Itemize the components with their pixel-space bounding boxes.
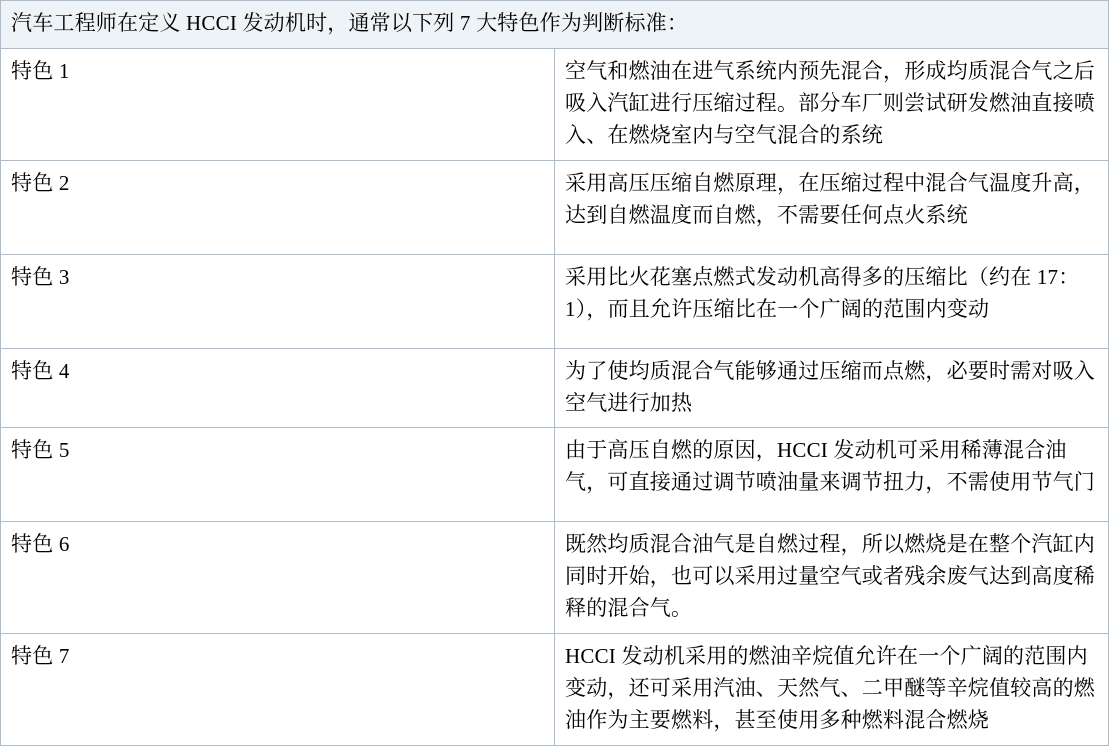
table-row (1, 348, 1109, 428)
feature-label: 特色 3 (1, 254, 555, 348)
feature-text: 既然均质混合油气是自燃过程，所以燃烧是在整个汽缸内同时开始，也可以采用过量空气或者残余废气达到高度稀释的混合气。 (555, 522, 1109, 634)
feature-label: 特色 4 (1, 348, 555, 428)
table-row (1, 160, 1109, 254)
table-body (1, 1, 1109, 746)
feature-label: 特色 5 (1, 428, 555, 522)
feature-text: 采用高压压缩自燃原理，在压缩过程中混合气温度升高，达到自燃温度而自燃，不需要任何点火系统 (555, 160, 1109, 254)
feature-text: HCCI 发动机采用的燃油辛烷值允许在一个广阔的范围内变动，还可采用汽油、天然气、二甲醚等辛烷值较高的燃油作为主要燃料，甚至使用多种燃料混合燃烧 (555, 634, 1109, 746)
table-row (1, 522, 1109, 634)
feature-text: 空气和燃油在进气系统内预先混合，形成均质混合气之后吸入汽缸进行压缩过程。部分车厂则尝试研发燃油直接喷入、在燃烧室内与空气混合的系统 (555, 48, 1109, 160)
table-row (1, 48, 1109, 160)
feature-text: 为了使均质混合气能够通过压缩而点燃，必要时需对吸入空气进行加热 (555, 348, 1109, 428)
table-header-row (1, 1, 1109, 49)
table-row (1, 428, 1109, 522)
table-row (1, 254, 1109, 348)
feature-label: 特色 1 (1, 48, 555, 160)
feature-text: 采用比火花塞点燃式发动机高得多的压缩比（约在 17：1），而且允许压缩比在一个广阔的范围内变动 (555, 254, 1109, 348)
table-row (1, 634, 1109, 746)
feature-label: 特色 7 (1, 634, 555, 746)
feature-text: 由于高压自燃的原因，HCCI 发动机可采用稀薄混合油气，可直接通过调节喷油量来调节扭力，不需使用节气门 (555, 428, 1109, 522)
table-title-cell: 汽车工程师在定义 HCCI 发动机时，通常以下列 7 大特色作为判断标准： (1, 1, 1109, 49)
feature-label: 特色 6 (1, 522, 555, 634)
feature-label: 特色 2 (1, 160, 555, 254)
